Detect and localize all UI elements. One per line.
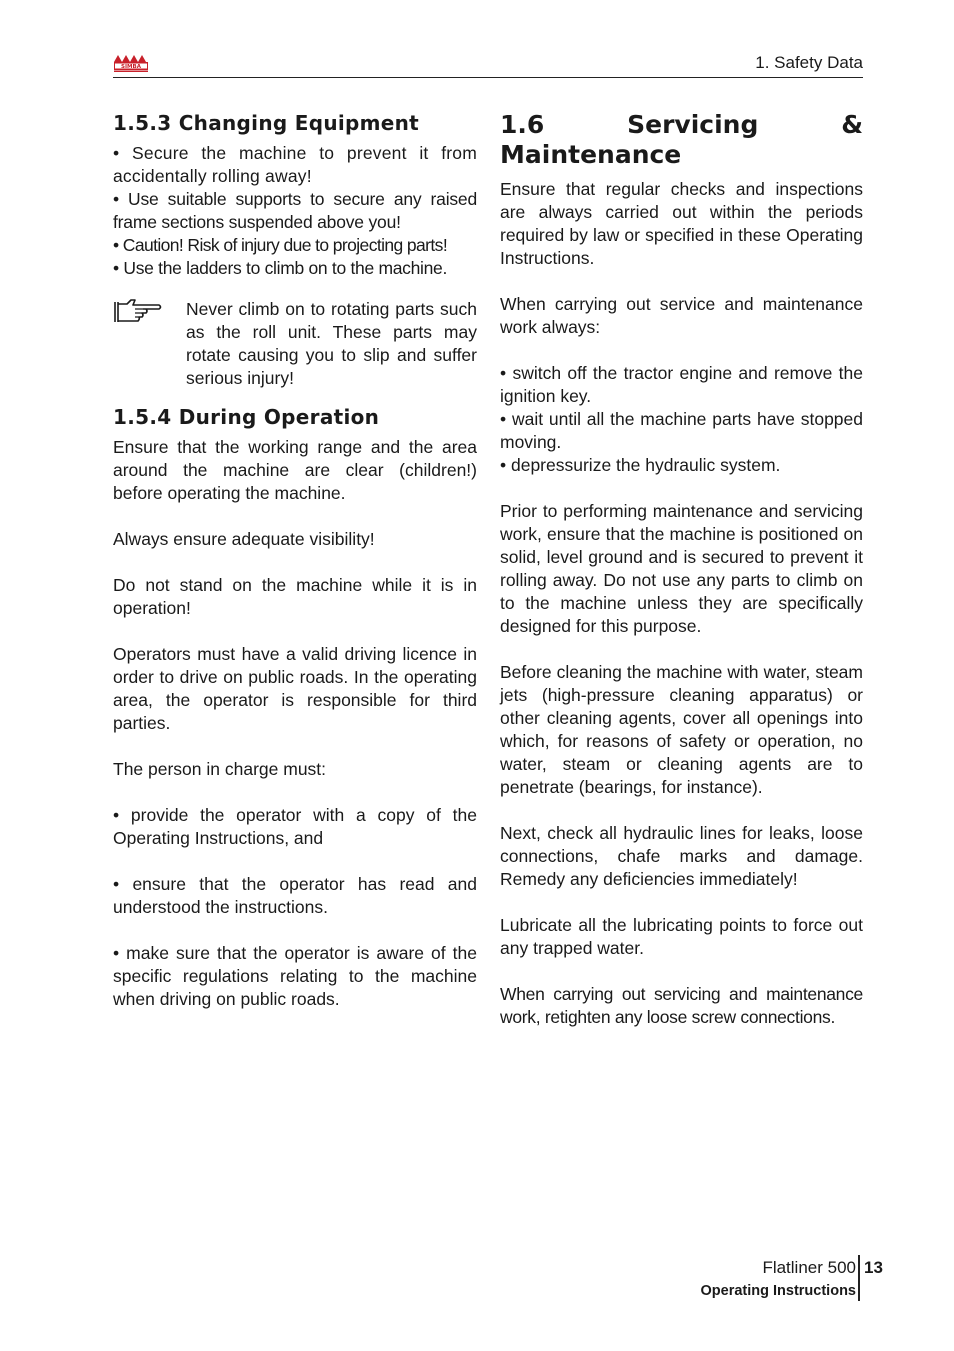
op-paragraph-6: • provide the operator with a copy of the Operating Instructions, and: [113, 805, 477, 848]
pointing-hand-icon: [113, 298, 186, 390]
op-paragraph-2: Always ensure adequate visibility!: [113, 529, 375, 549]
bullet-secure-machine: • Secure the machine to prevent it from accidentally rolling away!: [113, 143, 477, 186]
service-paragraph-3: Prior to performing maintenance and servicing work, ensure that the machine is positioned on solid, level ground and is secured to prevent it rolling away. Do not use any parts to climb on to the machine unless they are specifically designed for this purpose.: [500, 501, 863, 636]
right-column: [500, 110, 863, 1029]
service-paragraph-5: Next, check all hydraulic lines for leaks, loose connections, chafe marks and damage. Remedy any deficiencies immediately!: [500, 823, 863, 889]
footer-divider: [858, 1255, 860, 1301]
op-paragraph-5: The person in charge must:: [113, 759, 327, 779]
section-label: 1. Safety Data: [755, 53, 863, 72]
page-number: 13: [864, 1258, 883, 1277]
service-paragraph-1: Ensure that regular checks and inspections are always carried out within the periods required by law or specified in these Operating Instructions.: [500, 179, 863, 268]
service-bullet-1: • switch off the tractor engine and remove the ignition key.: [500, 363, 863, 406]
bullet-caution: • Caution! Risk of injury due to projecting parts!: [113, 235, 448, 255]
op-paragraph-1: Ensure that the working range and the area around the machine are clear (children!) before operating the machine.: [113, 437, 477, 503]
service-paragraph-6: Lubricate all the lubricating points to force out any trapped water.: [500, 915, 863, 958]
service-paragraph-4: Before cleaning the machine with water, steam jets (high-pressure cleaning apparatus) or other cleaning agents, cover all openings into which, for reasons of safety or operation, no water, steam or cleaning agents are to penetrate (bearings, for instance).: [500, 662, 863, 797]
op-paragraph-3: Do not stand on the machine while it is in operation!: [113, 575, 477, 618]
heading-changing-equipment: 1.5.3 Changing Equipment: [113, 111, 420, 135]
heading-servicing-maintenance: 1.6 Servicing & Maintenance: [500, 110, 863, 169]
heading-during-operation: 1.5.4 During Operation: [113, 405, 380, 429]
warning-note: [113, 298, 477, 390]
service-bullet-2: • wait until all the machine parts have stopped moving.: [500, 409, 863, 452]
op-paragraph-4: Operators must have a valid driving licence in order to drive on public roads. In the operating area, the operator is responsible for third parties.: [113, 644, 477, 733]
simba-logo: [113, 53, 149, 73]
op-paragraph-8: • make sure that the operator is aware of the specific regulations relating to the machine when driving on public roads.: [113, 943, 477, 1009]
left-column: [113, 110, 477, 1011]
service-paragraph-2: When carrying out service and maintenance work always:: [500, 294, 863, 337]
bullet-suitable-supports: • Use suitable supports to secure any raised frame sections suspended above you!: [113, 189, 477, 232]
svg-text:SIMBA: SIMBA: [121, 64, 141, 70]
note-text: Never climb on to rotating parts such as the roll unit. These parts may rotate causing you to slip and suffer serious injury!: [186, 299, 477, 388]
service-paragraph-7: When carrying out servicing and maintenance work, retighten any loose screw connections.: [500, 984, 863, 1027]
footer-subtitle: Operating Instructions: [700, 1283, 856, 1299]
bullet-ladders: • Use the ladders to climb on to the machine.: [113, 258, 448, 278]
footer-title: Flatliner 500: [762, 1258, 856, 1277]
page-header: [113, 50, 863, 78]
op-paragraph-7: • ensure that the operator has read and understood the instructions.: [113, 874, 477, 917]
service-bullet-3: • depressurize the hydraulic system.: [500, 455, 781, 475]
